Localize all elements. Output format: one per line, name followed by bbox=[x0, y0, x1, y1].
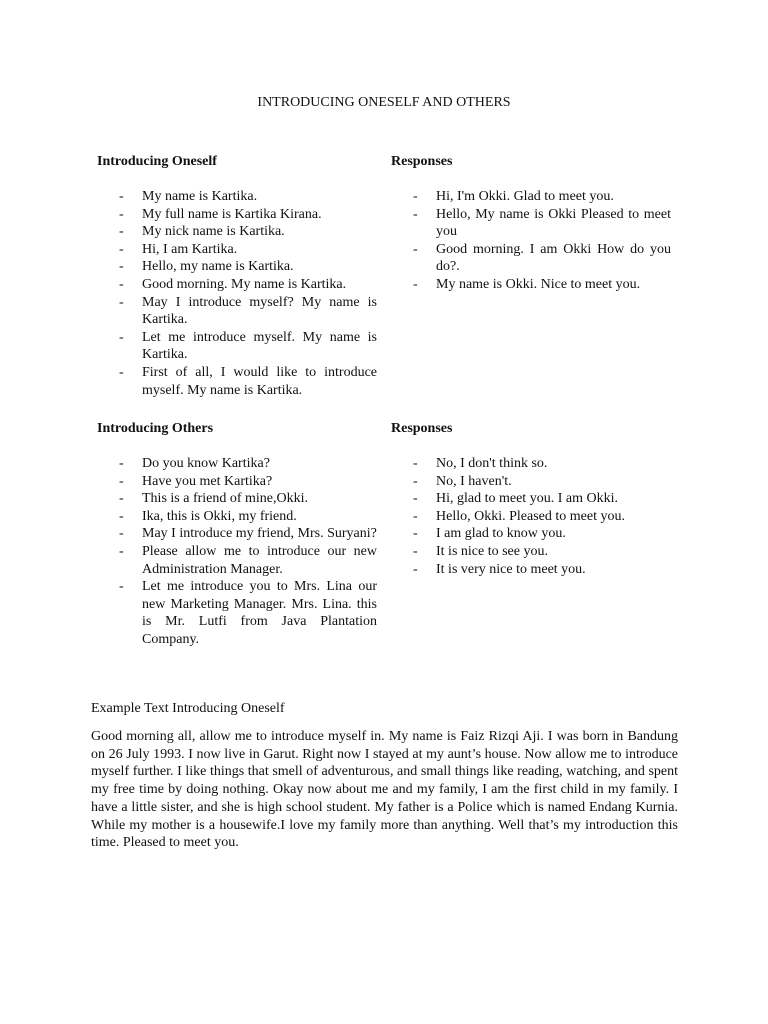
document-title: INTRODUCING ONESELF AND OTHERS bbox=[257, 95, 511, 110]
introducing-others-list bbox=[97, 455, 377, 649]
dash-bullet: - bbox=[119, 364, 124, 380]
oneself-responses-section bbox=[391, 153, 671, 294]
dash-bullet: - bbox=[119, 473, 124, 489]
list-item bbox=[97, 276, 377, 294]
list-item-text: May I introduce my friend, Mrs. Suryani? bbox=[142, 526, 377, 542]
list-item-text: Let me introduce you to Mrs. Lina our new Marketing Manager. Mrs. Lina. this is Mr. Lutfi from Java Plantation Company. bbox=[142, 579, 377, 647]
dash-bullet: - bbox=[413, 491, 418, 507]
list-item-text: No, I haven't. bbox=[436, 473, 512, 489]
list-item-text: This is a friend of mine,Okki. bbox=[142, 491, 309, 507]
list-item-text: My name is Okki. Nice to meet you. bbox=[436, 276, 641, 292]
dash-bullet: - bbox=[413, 543, 418, 559]
list-item-text: Hi, glad to meet you. I am Okki. bbox=[436, 491, 618, 507]
dash-bullet: - bbox=[119, 241, 124, 257]
section-heading: Introducing Oneself bbox=[97, 154, 217, 169]
dash-bullet: - bbox=[413, 241, 418, 257]
list-item bbox=[97, 364, 377, 399]
list-item bbox=[97, 578, 377, 648]
dash-bullet: - bbox=[119, 508, 124, 524]
dash-bullet: - bbox=[119, 456, 124, 471]
dash-bullet: - bbox=[413, 508, 418, 524]
introducing-others-section bbox=[97, 420, 377, 649]
dash-bullet: - bbox=[119, 189, 124, 204]
dash-bullet: - bbox=[119, 329, 124, 345]
list-item-text: Do you know Kartika? bbox=[142, 456, 270, 471]
list-item-text: Have you met Kartika? bbox=[142, 473, 273, 489]
dash-bullet: - bbox=[119, 206, 124, 222]
list-item bbox=[391, 525, 671, 543]
dash-bullet: - bbox=[119, 276, 124, 292]
dash-bullet: - bbox=[119, 491, 124, 507]
example-paragraph: Good morning all, allow me to introduce myself in. My name is Faiz Rizqi Aji. I was born in Bandung on 26 July 1993. I now live in Garut. Right now I stayed at my aunt’s house. Now allow me to introduce myself further. I like things that smell of adventurous, and small things like reading, watching, and spent my free time by doing nothing. Okay now about me and my family, I am the first child in my family. I have a little sister, and she is high school student. My father is a Police which is named Endang Kurnia. While my mother is a housewife.I love my family more than anything. Well that’s my introduction this time. Pleased to meet you. bbox=[91, 729, 678, 851]
list-item bbox=[97, 455, 377, 473]
list-item bbox=[391, 473, 671, 491]
list-item bbox=[391, 206, 671, 241]
dash-bullet: - bbox=[413, 561, 418, 577]
list-item bbox=[391, 455, 671, 473]
list-item-text: Ika, this is Okki, my friend. bbox=[142, 508, 297, 524]
list-item bbox=[391, 241, 671, 276]
list-item bbox=[97, 525, 377, 543]
section-heading: Responses bbox=[391, 154, 453, 169]
list-item-text: My nick name is Kartika. bbox=[142, 224, 285, 240]
dash-bullet: - bbox=[413, 206, 418, 222]
dash-bullet: - bbox=[119, 543, 124, 559]
dash-bullet: - bbox=[413, 456, 418, 471]
list-item bbox=[391, 543, 671, 561]
section-heading: Responses bbox=[391, 421, 453, 436]
list-item-text: Hello, my name is Kartika. bbox=[142, 259, 294, 275]
list-item bbox=[97, 329, 377, 364]
list-item-text: Hi, I am Kartika. bbox=[142, 241, 238, 257]
list-item bbox=[391, 276, 671, 294]
introducing-oneself-section bbox=[97, 153, 377, 399]
list-item bbox=[97, 223, 377, 241]
list-item bbox=[97, 473, 377, 491]
list-item-text: No, I don't think so. bbox=[436, 456, 548, 471]
list-item bbox=[391, 508, 671, 526]
dash-bullet: - bbox=[119, 294, 124, 310]
dash-bullet: - bbox=[119, 259, 124, 275]
list-item bbox=[97, 294, 377, 329]
list-item bbox=[97, 543, 377, 578]
list-item bbox=[391, 188, 671, 206]
dash-bullet: - bbox=[119, 579, 124, 595]
dash-bullet: - bbox=[413, 473, 418, 489]
others-responses-section bbox=[391, 420, 671, 578]
list-item-text: Hi, I'm Okki. Glad to meet you. bbox=[436, 189, 614, 204]
list-item bbox=[97, 258, 377, 276]
oneself-responses-list bbox=[391, 188, 671, 294]
dash-bullet: - bbox=[119, 224, 124, 240]
list-item bbox=[391, 490, 671, 508]
section-heading: Introducing Others bbox=[97, 421, 214, 436]
list-item-text: It is nice to see you. bbox=[436, 543, 548, 559]
list-item-text: Hello, Okki. Pleased to meet you. bbox=[436, 508, 625, 524]
list-item bbox=[97, 490, 377, 508]
list-item-text: My name is Kartika. bbox=[142, 189, 258, 204]
dash-bullet: - bbox=[413, 189, 418, 204]
list-item bbox=[97, 188, 377, 206]
list-item-text: I am glad to know you. bbox=[436, 526, 566, 542]
introducing-oneself-list bbox=[97, 188, 377, 399]
list-item bbox=[97, 206, 377, 224]
list-item-text: Let me introduce myself. My name is Kartika. bbox=[142, 329, 377, 363]
list-item-text: Good morning. My name is Kartika. bbox=[142, 276, 347, 292]
list-item bbox=[97, 508, 377, 526]
list-item bbox=[391, 561, 671, 579]
list-item-text: Hello, My name is Okki Pleased to meet you bbox=[436, 206, 671, 240]
list-item-text: May I introduce myself? My name is Kartika. bbox=[142, 294, 377, 328]
dash-bullet: - bbox=[119, 526, 124, 542]
list-item-text: It is very nice to meet you. bbox=[436, 561, 586, 577]
list-item-text: First of all, I would like to introduce myself. My name is Kartika. bbox=[142, 364, 377, 398]
others-responses-list bbox=[391, 455, 671, 578]
dash-bullet: - bbox=[413, 526, 418, 542]
list-item-text: Please allow me to introduce our new Administration Manager. bbox=[142, 543, 377, 577]
list-item bbox=[97, 241, 377, 259]
list-item-text: My full name is Kartika Kirana. bbox=[142, 206, 322, 222]
dash-bullet: - bbox=[413, 276, 418, 292]
list-item-text: Good morning. I am Okki How do you do?. bbox=[436, 241, 671, 275]
example-heading: Example Text Introducing Oneself bbox=[91, 701, 285, 716]
